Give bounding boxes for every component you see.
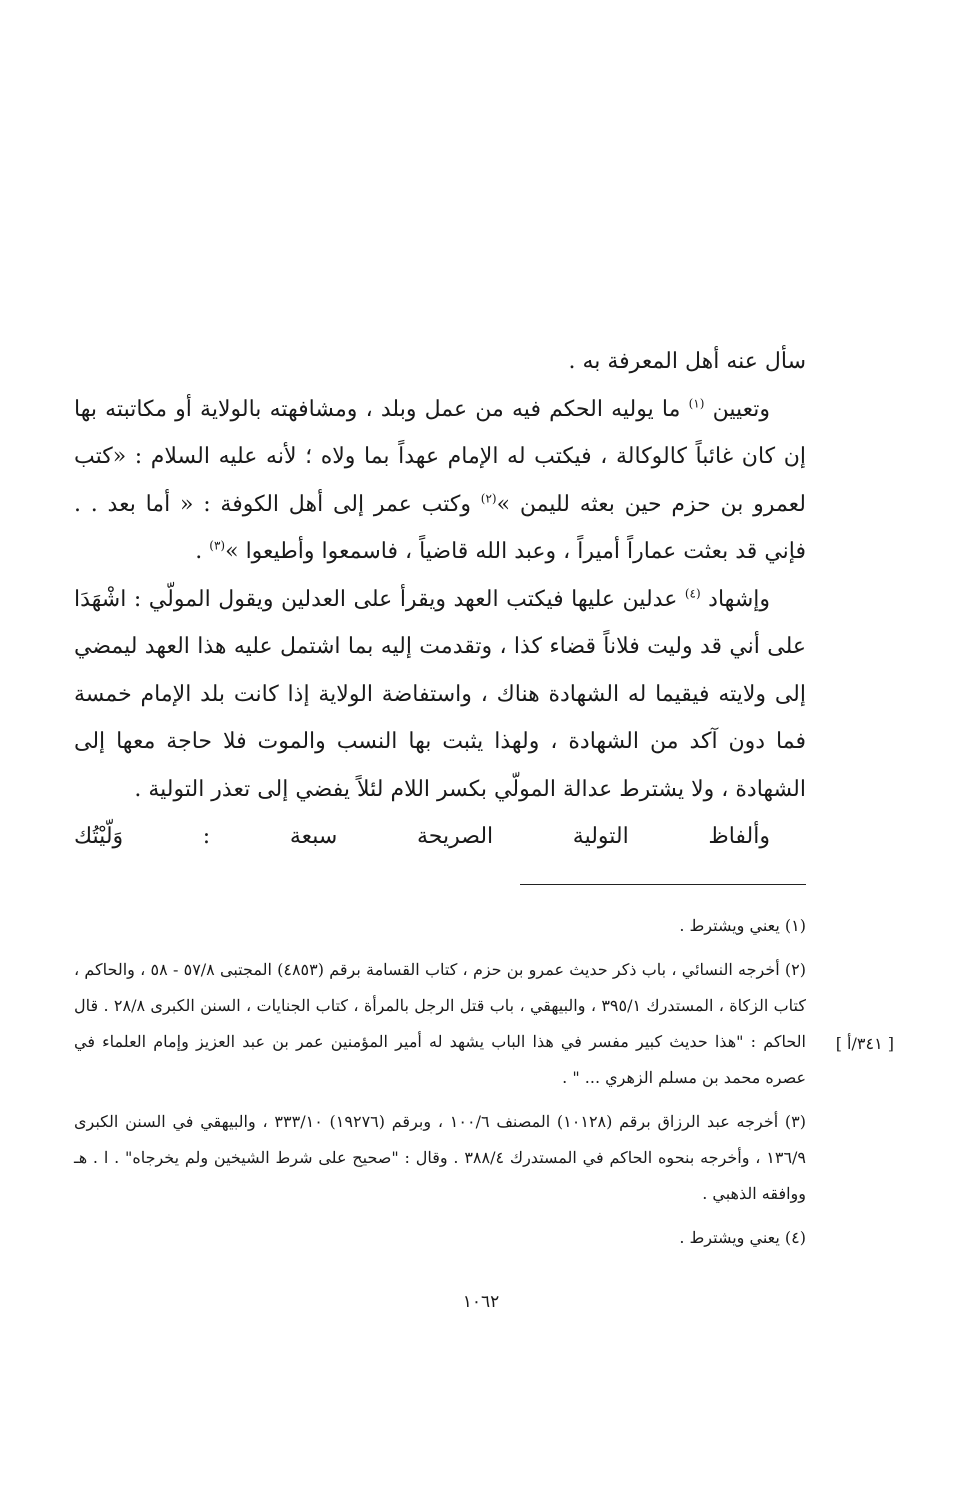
footnote-ref-4: (٤): [684, 586, 701, 601]
paragraph-3-lead: وإشهاد: [700, 586, 770, 612]
footnote-4: (٤) يعني ويشترط .: [679, 1228, 806, 1247]
paragraph-1-text: سأل عنه أهل المعرفة به .: [568, 349, 806, 374]
paragraph-2-text: ما يوليه الحكم فيه من عمل وبلد ، ومشافهته بالولاية أو مكاتبته بها إن كان غائباً كالوكالة ، فيكتب له الإمام عهداً بما ولاه ؛ لأنه عليه السلام : «كتب لعمرو بن حزم حين بعثه لليمن »: [74, 396, 806, 517]
paragraph-3-text: عدلين عليها فيكتب العهد ويقرأ على العدلين ويقول المولّي : اشْهَدَا على أني قد وليت فلاناً قضاء كذا ، وتقدمت إليه بما اشتمل عليه هذا العهد ليمضي إلى ولايته فيقيما له الشهادة هناك ، واستفاضة الولاية إذا كانت بلد الإمام خمسة فما دون آكد من الشهادة ، ولهذا يثبت بها النسب والموت فلا حاجة معها إلى الشهادة ، ولا يشترط عدالة المولّي بكسر اللام لئلاً يفضي إلى تعذر التولية .: [74, 586, 806, 802]
main-text: [74, 338, 806, 861]
paragraph-4: [74, 813, 806, 861]
footnote-divider: [520, 884, 806, 885]
footnote-2: (٢) أخرجه النسائي ، باب ذكر حديث عمرو بن حزم ، كتاب القسامة برقم (٤٨٥٣) المجتبى ٥٧/٨ - ٥٨ ، والحاكم ، كتاب الزكاة ، المستدرك ٣٩٥/١ ، والبيهقي ، باب قتل الرجل بالمرأة ، كتاب الجنايات ، السنن الكبرى ٢٨/٨ . قال الحاكم : "هذا حديث كبير مفسر في هذا الباب يشهد له أمير المؤمنين عمر بن عبد العزيز وإمام العلماء في عصره محمد بن مسلم الزهري ... " .: [74, 960, 807, 1087]
footnote-1: (١) يعني ويشترط .: [679, 916, 806, 935]
paragraph-2-end: .: [195, 539, 210, 564]
paragraph-2: [74, 386, 806, 576]
footnote-ref-1: (١): [688, 396, 705, 411]
paragraph-4-text: وألفاظ التولية الصريحة سبعة : وَلّيْتُك: [74, 824, 770, 849]
paragraph-2-quote: وكتب عمر إلى أهل الكوفة : « أما بعد . . فإني قد بعثت عماراً أميراً ، وعبد الله قاضياً ، فاسمعوا وأطيعوا »: [74, 491, 806, 564]
footnote-ref-2: (٢): [480, 491, 497, 506]
paragraph-3: [74, 576, 806, 814]
footnote-3: (٣) أخرجه عبد الرزاق برقم (١٠١٢٨) المصنف ١٠٠/٦ ، وبرقم (١٩٢٧٦) ٣٣٣/١٠ ، والبيهقي في السنن الكبرى ١٣٦/٩ ، وأخرجه بنحوه الحاكم في المستدرك ٣٨٨/٤ . وقال : "صحيح على شرط الشيخين ولم يخرجاه" . ا . هـ ووافقه الذهبي .: [74, 1112, 807, 1203]
paragraph-2-lead: وتعيين: [704, 396, 770, 422]
manuscript-folio-marker: [ ٣٤١/أ ]: [835, 1034, 894, 1053]
footnote-ref-3: (٣): [209, 538, 226, 553]
paragraph-1: [74, 338, 806, 386]
footnotes: [74, 908, 806, 1264]
page-number: ١٠٦٢: [462, 1292, 500, 1312]
